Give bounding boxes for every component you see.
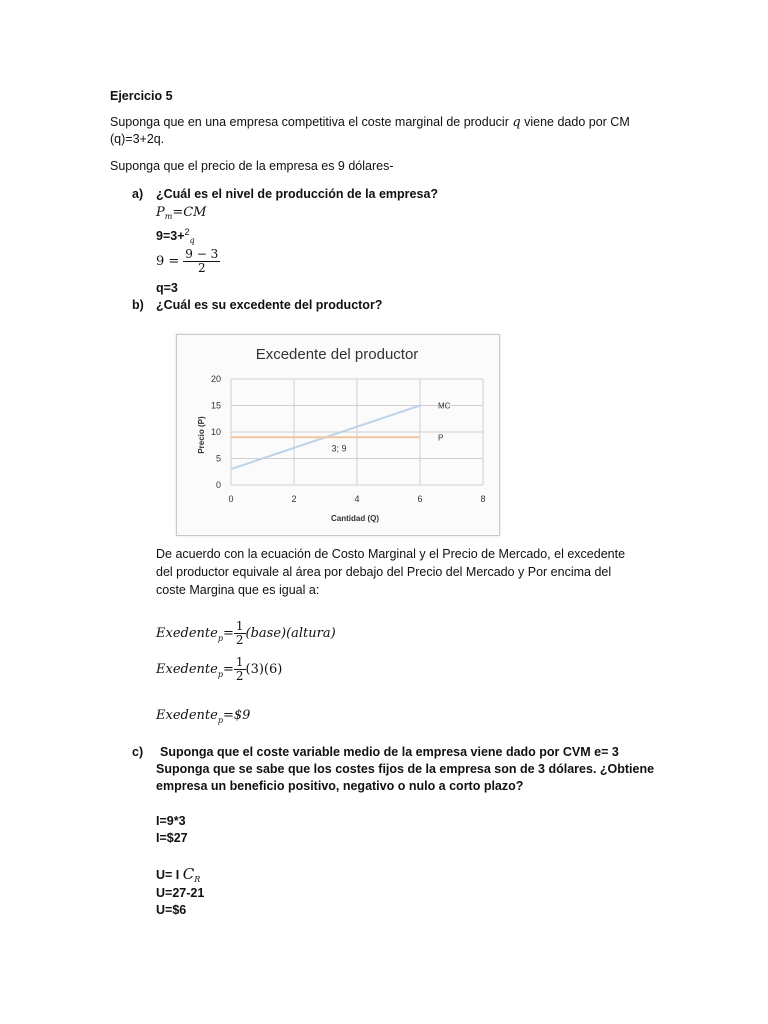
series-label-p: P	[438, 433, 444, 443]
part-a-label: a)	[132, 187, 144, 201]
equation-pm-cm	[156, 203, 207, 221]
f2-sub: p	[217, 669, 223, 679]
chart-title: Excedente del productor	[255, 346, 419, 363]
income-result: I=$27	[156, 831, 188, 845]
y-tick-label-0: 0	[215, 480, 221, 490]
eq2-sup: 2	[184, 227, 190, 237]
profit-cost-symbol: C	[182, 865, 195, 883]
f1-numerator: 1	[235, 618, 244, 633]
f1-rest: (base)(altura)	[245, 625, 336, 641]
intro-text-post: viene dado por CM	[520, 115, 630, 129]
f1-name: Exedente	[156, 625, 218, 641]
eq1-p: P	[156, 205, 165, 220]
part-c-label: c)	[132, 745, 144, 759]
chart-y-ticks	[211, 374, 221, 490]
part-c-question-1: Suponga que el coste variable medio de la empresa viene dado por CVM e= 3	[160, 745, 619, 759]
eq2-pre: 9=3+	[156, 229, 185, 244]
chart-annotation: 3; 9	[331, 443, 347, 454]
f3-rest: =$9	[222, 707, 251, 723]
part-a-answer: q=3	[156, 281, 178, 295]
eq3-fraction	[183, 248, 220, 275]
eq1-rest: =CM	[172, 205, 207, 220]
part-b-label: b)	[132, 298, 144, 312]
f2-name: Exedente	[156, 661, 218, 677]
f1-denominator: 2	[235, 632, 244, 647]
profit-calc: U=27-21	[156, 886, 205, 900]
y-tick-label-20: 20	[210, 374, 221, 384]
x-tick-label-8: 8	[480, 494, 486, 504]
profit-cost-sub: R	[194, 875, 201, 884]
f3-sub: p	[217, 715, 223, 725]
eq3-lhs: 9 =	[156, 253, 180, 269]
eq3-denominator: 2	[197, 260, 206, 275]
chart-svg	[177, 335, 499, 535]
y-tick-label-5: 5	[215, 453, 221, 464]
income-calc: I=9*3	[156, 814, 186, 828]
price-statement: Suponga que el precio de la empresa es 9 dólares-	[110, 159, 394, 173]
profit-pre: U= I	[156, 868, 183, 882]
f1-eq: =	[222, 625, 234, 641]
x-tick-label-6: 6	[417, 494, 423, 504]
formula-result	[156, 704, 250, 726]
explanation-line-1: De acuerdo con la ecuación de Costo Marginal y el Precio de Mercado, el excedente	[156, 547, 626, 561]
f3-name: Exedente	[156, 707, 218, 723]
series-label-mc: MC	[438, 401, 451, 411]
intro-text-pre: Suponga que en una empresa competitiva el coste marginal de producir	[110, 115, 513, 129]
y-tick-label-10: 10	[210, 427, 221, 437]
formula-3-6	[156, 652, 282, 686]
y-tick-label-15: 15	[210, 400, 221, 411]
f2-eq: =	[222, 661, 234, 677]
f2-denominator: 2	[235, 668, 244, 683]
f2-numerator: 1	[235, 654, 244, 669]
part-a-question: ¿Cuál es el nivel de producción de la empresa?	[156, 187, 439, 201]
f2-rest: (3)(6)	[245, 661, 283, 677]
x-tick-label-4: 4	[354, 494, 360, 504]
explanation-line-2: del productor equivale al área por debajo del Precio del Mercado y Por encima del	[156, 565, 612, 579]
intro-line-2: (q)=3+2q.	[110, 132, 165, 146]
formula-base-altura	[156, 616, 336, 650]
eq2-sub: q	[189, 236, 195, 246]
chart-grid	[231, 379, 483, 485]
equation-fraction	[156, 244, 220, 278]
intro-line-1	[110, 114, 670, 131]
x-tick-label-2: 2	[291, 494, 297, 504]
x-tick-label-0: 0	[228, 494, 234, 504]
variable-q: q	[512, 115, 521, 130]
chart-y-label: Precio (P)	[197, 416, 206, 454]
eq3-numerator: 9 − 3	[185, 246, 219, 261]
explanation-line-3: coste Margina que es igual a:	[156, 583, 320, 597]
producer-surplus-chart	[176, 334, 500, 536]
chart-x-label: Cantidad (Q)	[331, 514, 379, 523]
part-c-question-2: Suponga que se sabe que los costes fijos de la empresa son de 3 dólares. ¿Obtiene	[156, 762, 655, 776]
page-title: Ejercicio 5	[110, 89, 173, 103]
part-c-question-3: empresa un beneficio positivo, negativo o nulo a corto plazo?	[156, 779, 524, 793]
eq1-sub: m	[164, 212, 173, 221]
profit-result: U=$6	[156, 903, 187, 917]
f1-sub: p	[217, 633, 223, 643]
f2-fraction	[234, 656, 246, 683]
f1-fraction	[234, 620, 246, 647]
part-b-question: ¿Cuál es su excedente del productor?	[156, 298, 383, 312]
chart-x-ticks	[228, 494, 485, 504]
